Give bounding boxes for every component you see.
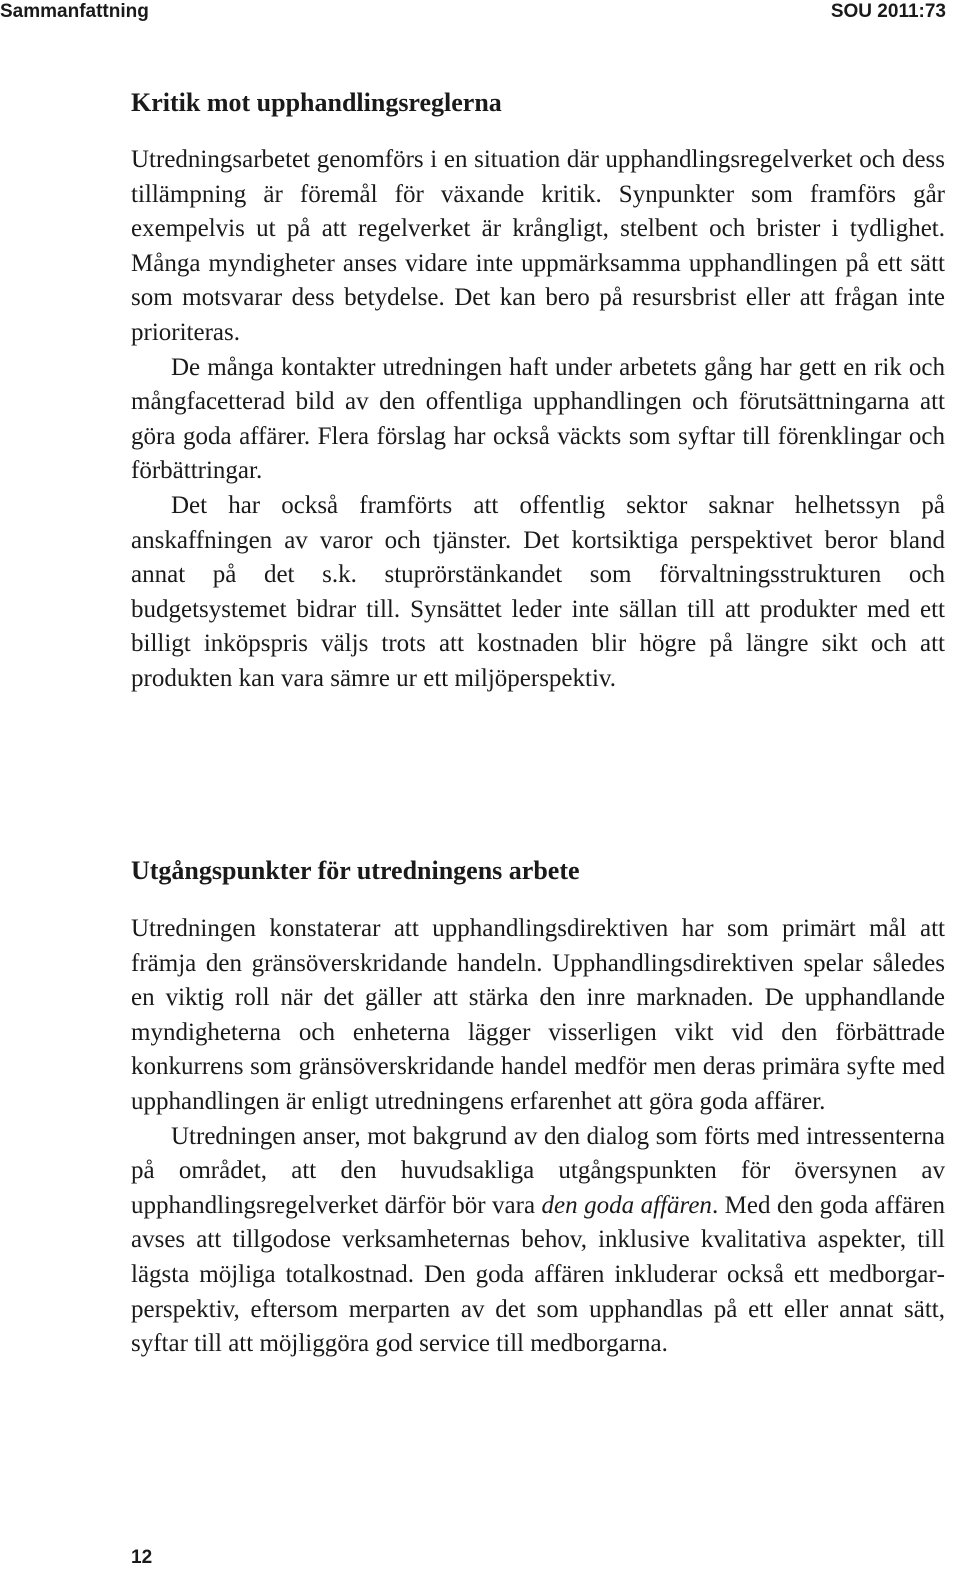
- paragraph: De många kontakter utredningen haft under arbetets gång har gett en rik och mångfacetterad bild av den offentliga upphandlingen och förutsättningarna att göra goda affärer. Flera förslag har också väckts som syftar till förenklingar och förbättringar.: [131, 353, 945, 485]
- paragraph: Det har också framförts att offentlig sektor saknar helhetssyn på anskaffningen av varor och tjänster. Det kortsiktiga perspektivet beror bland annat på det s.k. stuprörstänkandet som förvaltningsstrukturen och budgetsystemet bidrar till. Synsättet leder inte sällan till att produkter med ett billigt inköpspris väljs trots att kostnaden blir högre på längre sikt och att produkten kan vara sämre ur ett miljöperspektiv.: [131, 491, 945, 692]
- running-header-section: Sammanfattning: [0, 1, 149, 22]
- paragraph-text: Utredningen anser, mot bakgrund av den dialog som förts med intressenterna på området, att den huvudsakliga utgångspunkten för översynen av upphandlingsregelverket därför bör vara: [131, 1122, 945, 1219]
- section-body-kritik: [131, 143, 945, 697]
- section-body-utgangspunkter: [131, 912, 945, 1362]
- section-heading-kritik: Kritik mot upphandlingsreglerna: [131, 88, 502, 117]
- paragraph-with-emphasis: [131, 1120, 945, 1362]
- paragraph: Utredningen konstaterar att upphandlingsdirektiven har som primärt mål att främja den gränsöverskridande handeln. Upphandlingsdirektiven spelar således en viktig roll när det gäller att stärka den inre marknaden. De upphandlande myndigheterna och enheterna lägger visserligen vikt vid den förbättrade konkurrens som gränsöverskridande handel medför men deras primära syfte med upphandlingen är enligt utredningens erfarenhet att göra goda affärer.: [131, 915, 945, 1115]
- paragraph-text: . Med den goda affären avses att tillgodose verksamheternas behov, inklusive kvalitativa aspekter, till lägsta möjliga totalkostnad. Den goda affären inkluderar också ett medborgarperspektiv, eftersom merparten av det som upphandlas på ett eller annat sätt, syftar till att möjliggöra god service till medborgarna.: [131, 1191, 945, 1358]
- running-header-document-id: SOU 2011:73: [830, 1, 946, 22]
- section-heading-utgangspunkter: Utgångspunkter för utredningens arbete: [131, 856, 580, 885]
- emphasized-term: den goda affären: [541, 1191, 712, 1219]
- running-header: [0, 0, 960, 30]
- paragraph: Utredningsarbetet genomförs i en situation där upphandlingsregelverket och dess tillämpning är föremål för växande kritik. Synpunkter som framförs går exempelvis ut på att regelverket är krångligt, stelbent och brister i tydlighet. Många myndigheter anses vidare inte uppmärksamma upphandlingen på ett sätt som motsvarar dess betydelse. Det kan bero på resursbrist eller att frågan inte prioriteras.: [131, 146, 945, 346]
- page-number: 12: [131, 1547, 153, 1568]
